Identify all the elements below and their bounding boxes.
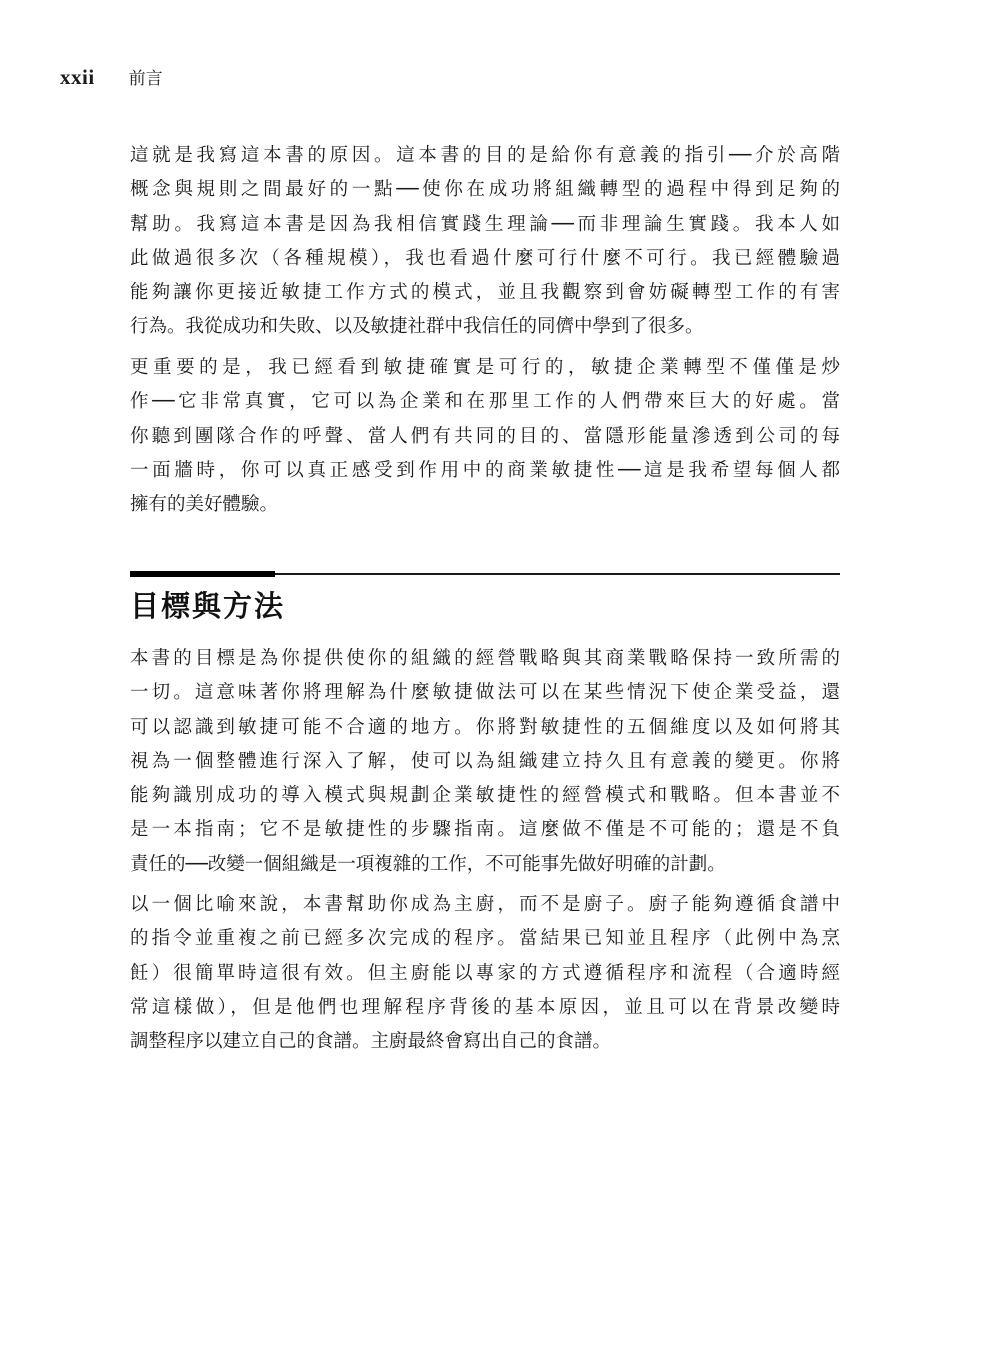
text-line: 調整程序以建立自己的食譜。主廚最終會寫出自己的食譜。 <box>130 1031 612 1053</box>
section-divider-accent <box>130 571 275 577</box>
text-line: 你聽到團隊合作的呼聲、當人們有共同的目的、當隱形能量滲透到公司的每 <box>130 425 840 447</box>
text-line: 一面牆時，你可以真正感受到作用中的商業敏捷性──這是我希望每個人都 <box>130 459 840 481</box>
text-line: 此做過很多次（各種規模），我也看過什麼可行什麼不可行。我已經體驗過 <box>130 247 840 269</box>
text-line: 飪）很簡單時這很有效。但主廚能以專家的方式遵循程序和流程（合適時經 <box>130 962 840 984</box>
text-line: 能夠識別成功的導入模式與規劃企業敏捷性的經營模式和戰略。但本書並不 <box>130 785 840 807</box>
text-line: 擁有的美好體驗。 <box>130 494 279 516</box>
text-line: 幫助。我寫這本書是因為我相信實踐生理論──而非理論生實踐。我本人如 <box>130 213 840 235</box>
text-line: 行為。我從成功和失敗、以及敏捷社群中我信任的同儕中學到了很多。 <box>130 316 704 338</box>
intro-paragraph-1 <box>130 139 840 345</box>
intro-paragraph-2 <box>130 351 840 522</box>
section-heading: 目標與方法 <box>130 589 286 623</box>
text-line: 一切。這意味著你將理解為什麼敏捷做法可以在某些情況下使企業受益，還 <box>130 682 840 704</box>
text-line: 責任的──改變一個組織是一項複雜的工作，不可能事先做好明確的計劃。 <box>130 853 726 875</box>
text-line: 能夠讓你更接近敏捷工作方式的模式，並且我觀察到會妨礙轉型工作的有害 <box>130 282 840 304</box>
text-line: 的指令並重複之前已經多次完成的程序。當結果已知並且程序（此例中為烹 <box>130 928 840 950</box>
text-line: 這就是我寫這本書的原因。這本書的目的是給你有意義的指引──介於高階 <box>130 145 840 166</box>
page-number: xxii <box>60 65 95 89</box>
text-line: 作──它非常真實，它可以為企業和在那里工作的人們帶來巨大的好處。當 <box>130 391 840 413</box>
text-line: 本書的目標是為你提供使你的組織的經營戰略與其商業戰略保持一致所需的 <box>130 648 840 669</box>
text-line: 常這樣做），但是他們也理解程序背後的基本原因，並且可以在背景改變時 <box>130 996 840 1018</box>
text-line: 更重要的是，我已經看到敏捷確實是可行的，敏捷企業轉型不僅僅是炒 <box>130 357 840 378</box>
chapter-title: 前言 <box>128 69 163 89</box>
text-line: 以一個比喻來說，本書幫助你成為主廚，而不是廚子。廚子能夠遵循食譜中 <box>130 894 840 915</box>
running-header <box>60 64 163 94</box>
text-line: 概念與規則之間最好的一點──使你在成功將組織轉型的過程中得到足夠的 <box>130 179 840 201</box>
text-line: 可以認識到敏捷可能不合適的地方。你將對敏捷性的五個維度以及如何將其 <box>130 716 840 738</box>
text-line: 視為一個整體進行深入了解，使可以為組織建立持久且有意義的變更。你將 <box>130 750 840 772</box>
section-paragraph-2 <box>130 888 840 1059</box>
text-line: 是一本指南；它不是敏捷性的步驟指南。這麼做不僅是不可能的；還是不負 <box>130 819 840 841</box>
section-paragraph-1 <box>130 642 840 882</box>
